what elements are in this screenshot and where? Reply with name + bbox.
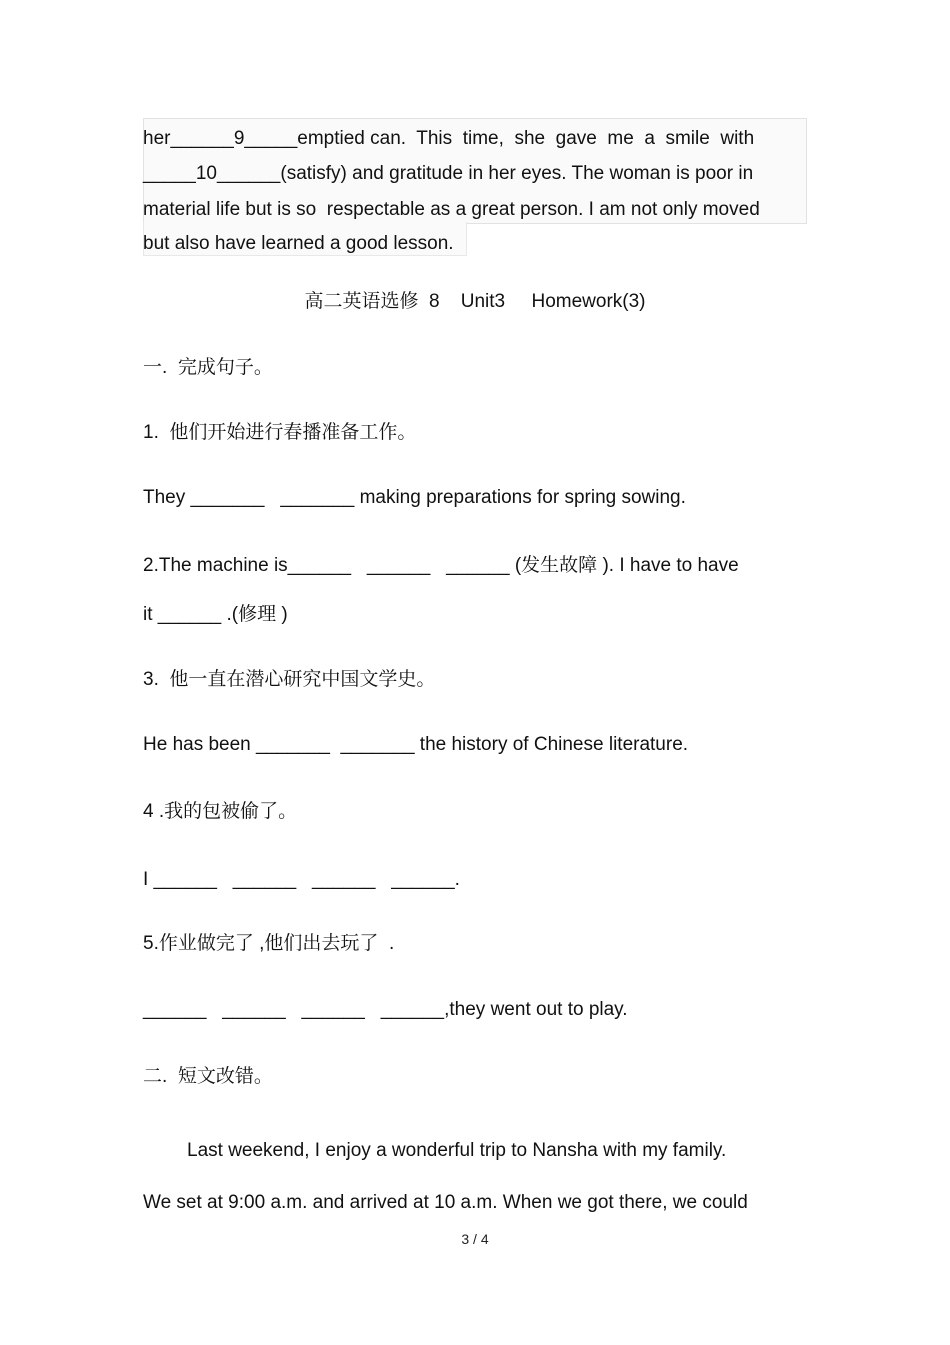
page-number: 3 / 4 xyxy=(461,1231,489,1247)
error-passage-line-1: Last weekend, I enjoy a wonderful trip to Nansha with my family. xyxy=(187,1140,727,1161)
question-5-answer: ______ ______ ______ ______,they went out to play. xyxy=(143,999,628,1020)
question-2-line-2: it ______ .(修理 ) xyxy=(143,604,288,625)
page-title: 高二英语选修 8 Unit3 Homework(3) xyxy=(304,291,646,312)
passage-line-4: but also have learned a good lesson. xyxy=(143,233,454,254)
question-3-prompt: 3. 他一直在潜心研究中国文学史。 xyxy=(143,669,436,690)
section2-heading: 二. 短文改错。 xyxy=(143,1066,273,1087)
error-passage-line-2: We set at 9:00 a.m. and arrived at 10 a.m. When we got there, we could xyxy=(143,1192,748,1213)
section1-heading: 一. 完成句子。 xyxy=(143,357,273,378)
question-1-answer: They _______ _______ making preparations for spring sowing. xyxy=(143,487,686,508)
passage-line-1: her______9_____emptied can. This time, she gave me a smile with xyxy=(143,128,755,149)
question-5-prompt: 5.作业做完了 ,他们出去玩了 . xyxy=(143,933,395,954)
question-1-prompt: 1. 他们开始进行春播准备工作。 xyxy=(143,422,417,443)
question-4-answer: I ______ ______ ______ ______. xyxy=(143,869,460,890)
passage-line-3: material life but is so respectable as a great person. I am not only moved xyxy=(143,199,760,220)
question-4-prompt: 4 .我的包被偷了。 xyxy=(143,801,298,822)
question-2-line-1: 2.The machine is______ ______ ______ (发生故障 ). I have to have xyxy=(143,555,739,576)
question-3-answer: He has been _______ _______ the history of Chinese literature. xyxy=(143,734,689,755)
passage-line-2: _____10______(satisfy) and gratitude in her eyes. The woman is poor in xyxy=(143,163,754,184)
